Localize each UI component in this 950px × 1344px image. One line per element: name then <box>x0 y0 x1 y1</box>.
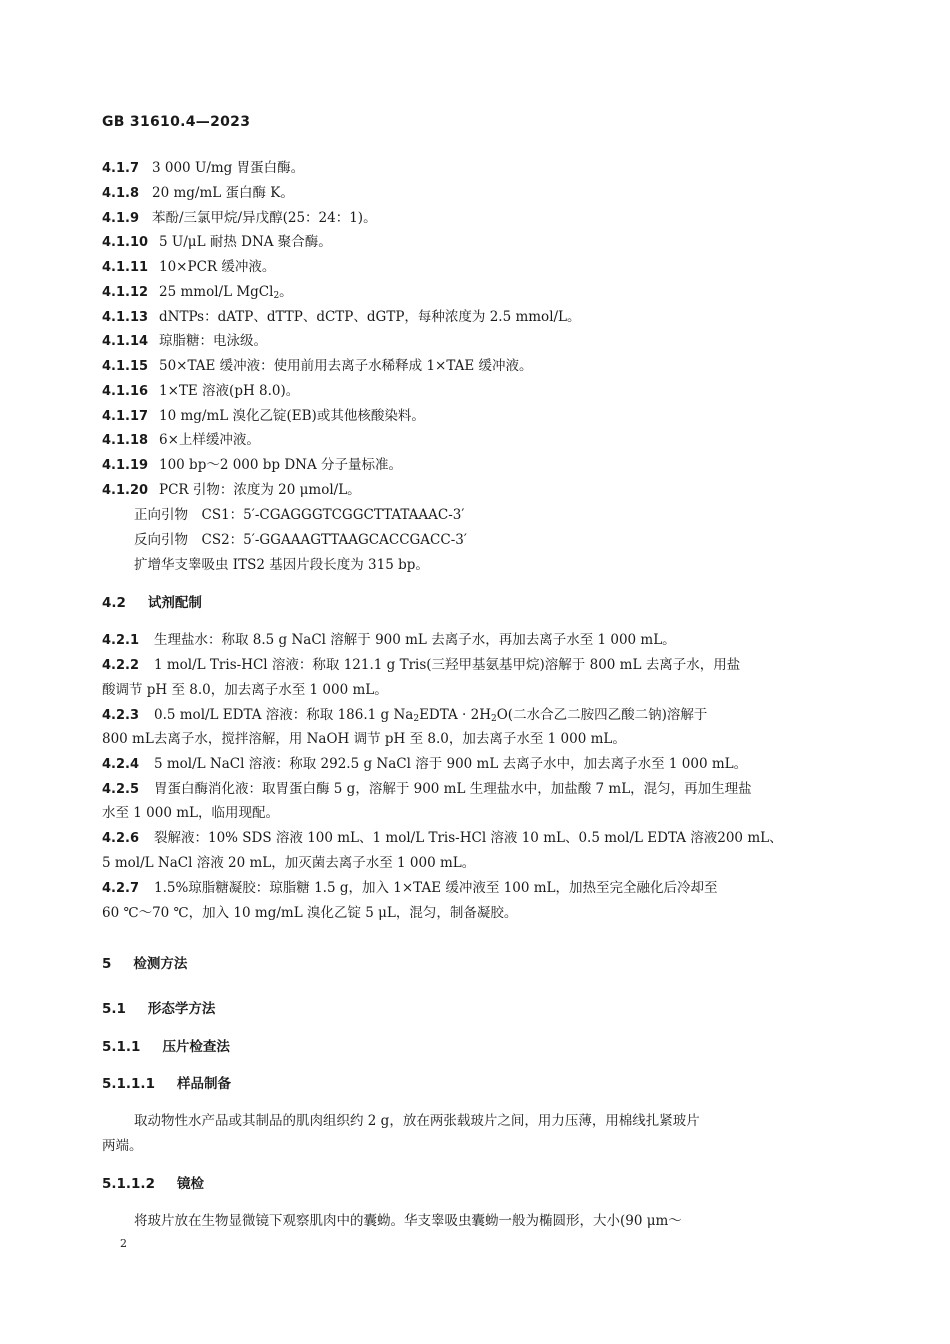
list-item: 4.1.13 dNTPs：dATP、dTTP、dCTP、dGTP，每种浓度为 2.5 mmol/L。 <box>102 309 581 325</box>
list-item-continuation: 800 mL去离子水，搅拌溶解，用 NaOH 调节 pH 至 8.0，加去离子水至 1 000 mL。 <box>102 731 626 747</box>
list-item: 4.1.17 10 mg/mL 溴化乙锭(EB)或其他核酸染料。 <box>102 408 425 424</box>
list-item: 4.1.7 3 000 U/mg 胃蛋白酶。 <box>102 160 305 176</box>
list-item: 4.1.16 1×TE 溶液(pH 8.0)。 <box>102 383 300 399</box>
list-item: 4.2.6 裂解液：10% SDS 溶液 100 mL、1 mol/L Tris-HCl 溶液 10 mL、0.5 mol/L EDTA 溶液200 mL、 <box>102 830 783 846</box>
list-item: 4.2.7 1.5%琼脂糖凝胶：琼脂糖 1.5 g，加入 1×TAE 缓冲液至 100 mL，加热至完全融化后冷却至 <box>102 880 718 896</box>
paragraph-line: 将玻片放在生物显微镜下观察肌肉中的囊蚴。华支睾吸虫囊蚴一般为椭圆形，大小(90 μm～ <box>134 1213 682 1229</box>
list-item: 4.2.4 5 mol/L NaCl 溶液：称取 292.5 g NaCl 溶于 900 mL 去离子水中，加去离子水至 1 000 mL。 <box>102 756 748 772</box>
section-heading-5-1-1-1: 5.1.1.1 样品制备 <box>102 1076 231 1092</box>
list-item: 4.1.11 10×PCR 缓冲液。 <box>102 259 276 275</box>
list-item: 4.1.12 25 mmol/L MgCl$_2$。 <box>102 284 293 301</box>
list-item: 4.2.5 胃蛋白酶消化液：取胃蛋白酶 5 g，溶解于 900 mL 生理盐水中，加盐酸 7 mL，混匀，再加生理盐 <box>102 781 752 797</box>
amplicon-length: 扩增华支睾吸虫 ITS2 基因片段长度为 315 bp。 <box>134 557 429 573</box>
list-item: 4.1.20 PCR 引物：浓度为 20 μmol/L。 <box>102 482 361 498</box>
list-item: 4.1.19 100 bp～2 000 bp DNA 分子量标准。 <box>102 457 403 473</box>
standard-code-header: GB 31610.4—2023 <box>102 114 251 130</box>
paragraph-line: 两端。 <box>102 1138 143 1154</box>
list-item: 4.1.18 6×上样缓冲液。 <box>102 432 260 448</box>
list-item: 4.2.3 0.5 mol/L EDTA 溶液：称取 186.1 g $Na_2EDTA \cdot 2H_2O$(二水合乙二胺四乙酸二钠)溶解于 <box>102 707 708 724</box>
list-item: 4.1.9 苯酚/三氯甲烷/异戊醇(25：24：1)。 <box>102 210 377 226</box>
list-item: 4.2.2 1 mol/L Tris-HCl 溶液：称取 121.1 g Tris(三羟甲基氨基甲烷)溶解于 800 mL 去离子水，用盐 <box>102 657 741 673</box>
primer-reverse: 反向引物 CS2：5′-GGAAAGTTAAGCACCGACC-3′ <box>134 532 467 548</box>
list-item: 4.1.15 50×TAE 缓冲液：使用前用去离子水稀释成 1×TAE 缓冲液。 <box>102 358 533 374</box>
section-heading-5: 5 检测方法 <box>102 956 188 972</box>
list-item-continuation: 水至 1 000 mL，临用现配。 <box>102 805 279 821</box>
list-item-continuation: 5 mol/L NaCl 溶液 20 mL，加灭菌去离子水至 1 000 mL。 <box>102 855 476 871</box>
list-item: 4.2.1 生理盐水：称取 8.5 g NaCl 溶解于 900 mL 去离子水，再加去离子水至 1 000 mL。 <box>102 632 676 648</box>
list-item-continuation: 60 ℃～70 ℃，加入 10 mg/mL 溴化乙锭 5 μL，混匀，制备凝胶。 <box>102 905 518 921</box>
section-heading-5-1-1-2: 5.1.1.2 镜检 <box>102 1176 204 1192</box>
page-number: 2 <box>120 1237 127 1250</box>
paragraph-line: 取动物性水产品或其制品的肌肉组织约 2 g，放在两张载玻片之间，用力压薄，用棉线扎紧玻片 <box>134 1113 700 1129</box>
list-item: 4.1.10 5 U/μL 耐热 DNA 聚合酶。 <box>102 234 332 250</box>
list-item-continuation: 酸调节 pH 至 8.0，加去离子水至 1 000 mL。 <box>102 682 388 698</box>
list-item: 4.1.14 琼脂糖：电泳级。 <box>102 333 267 349</box>
list-item: 4.1.8 20 mg/mL 蛋白酶 K。 <box>102 185 294 201</box>
section-heading-4-2: 4.2 试剂配制 <box>102 595 202 611</box>
section-heading-5-1-1: 5.1.1 压片检查法 <box>102 1039 230 1055</box>
primer-forward: 正向引物 CS1：5′-CGAGGGTCGGCTTATAAAC-3′ <box>134 507 465 523</box>
section-heading-5-1: 5.1 形态学方法 <box>102 1001 216 1017</box>
